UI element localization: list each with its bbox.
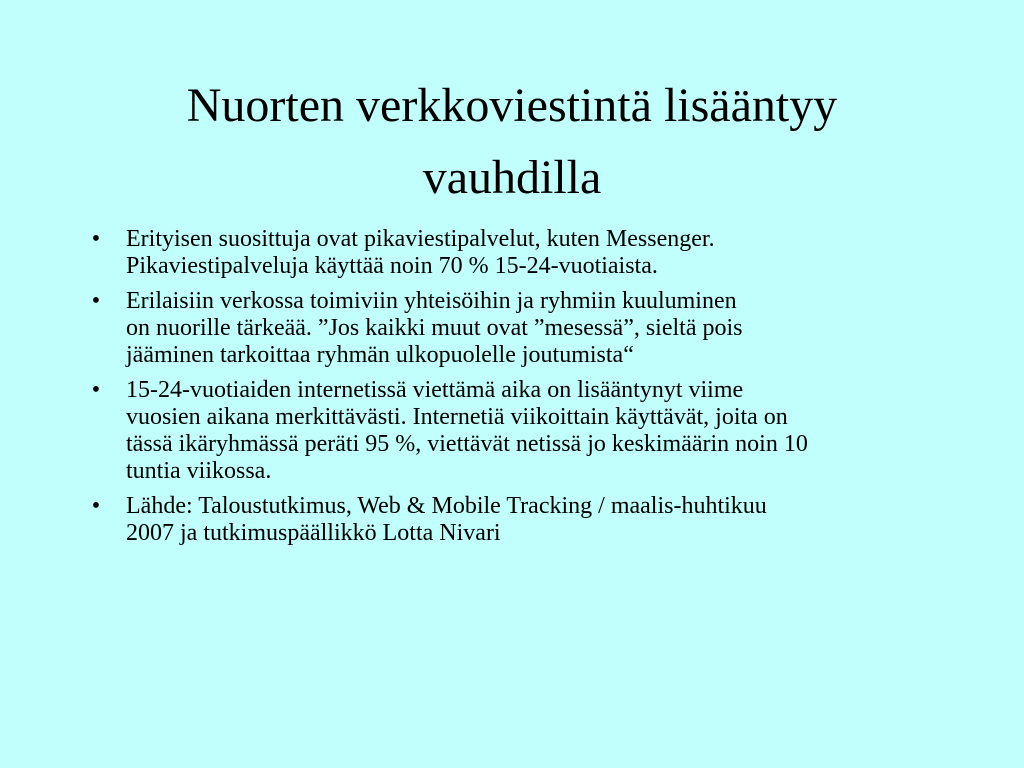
bullet-4-line-1: Lähde: Taloustutkimus, Web & Mobile Tracking / maalis-huhtikuu	[126, 493, 767, 519]
bullet-1-line-1: Erityisen suosittuja ovat pikaviestipalvelut, kuten Messenger.	[126, 226, 715, 252]
slide-title	[80, 70, 944, 214]
bullet-marker: •	[91, 288, 101, 314]
bullet-3-line-2: vuosien aikana merkittävästi. Internetiä viikoittain käyttävät, joita on	[126, 404, 788, 430]
slide-title-line-1: Nuorten verkkoviestintä lisääntyy	[186, 79, 838, 132]
bullet-text-2	[126, 288, 966, 369]
bullet-3-line-4: tuntia viikossa.	[126, 458, 272, 484]
slide-title-line-2: vauhdilla	[422, 151, 602, 204]
bullet-text-3	[126, 377, 966, 485]
bullet-marker: •	[91, 226, 101, 252]
bullet-text-4	[126, 493, 966, 547]
bullet-item-1	[86, 226, 966, 280]
bullet-item-4	[86, 493, 966, 547]
bullet-2-line-2: on nuorille tärkeää. ”Jos kaikki muut ovat ”mesessä”, sieltä pois	[126, 315, 743, 341]
bullet-item-2	[86, 288, 966, 369]
bullet-2-line-3: jääminen tarkoittaa ryhmän ulkopuolelle joutumista“	[126, 342, 634, 368]
bullet-1-line-2: Pikaviestipalveluja käyttää noin 70 % 15-24-vuotiaista.	[126, 253, 658, 279]
bullet-list	[86, 226, 966, 555]
bullet-marker: •	[91, 377, 101, 403]
bullet-text-1	[126, 226, 966, 280]
bullet-3-line-1: 15-24-vuotiaiden internetissä viettämä aika on lisääntynyt viime	[126, 377, 744, 403]
bullet-2-line-1: Erilaisiin verkossa toimiviin yhteisöihin ja ryhmiin kuuluminen	[126, 288, 737, 314]
bullet-4-line-2: 2007 ja tutkimuspäällikkö Lotta Nivari	[126, 520, 501, 546]
bullet-marker: •	[91, 493, 101, 519]
bullet-item-3	[86, 377, 966, 485]
bullet-3-line-3: tässä ikäryhmässä peräti 95 %, viettävät netissä jo keskimäärin noin 10	[126, 431, 808, 457]
